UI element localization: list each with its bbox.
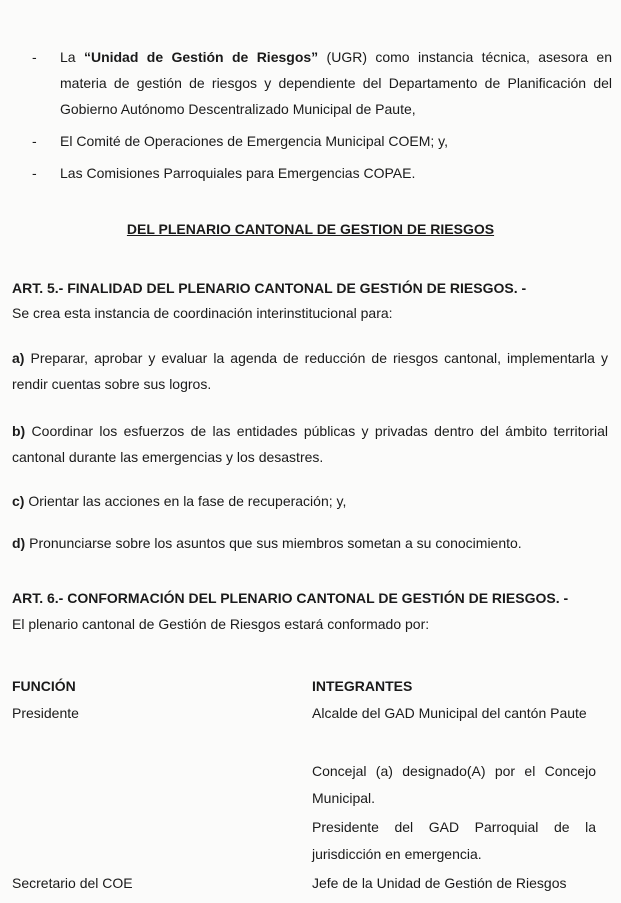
item-text: Preparar, aprobar y evaluar la agenda de reducción de riesgos cantonal, implementarla y rendir cuentas sobre sus logros. xyxy=(12,350,608,392)
item-letter: a) xyxy=(12,350,25,366)
item-letter: d) xyxy=(12,535,26,551)
integrante-concejal: Concejal (a) designado(A) por el Concejo Municipal. xyxy=(312,763,596,806)
item-text: Pronunciarse sobre los asuntos que sus miembros sometan a su conocimiento. xyxy=(25,535,522,551)
funcion-secretario: Secretario del COE xyxy=(12,875,133,891)
bullet-text: (UGR) como instancia técnica, asesora en materia de gestión de riesgos y dependiente del Departamento de Planificación del Gobierno Autónomo Descentralizado Municipal de Paute, xyxy=(60,49,612,117)
bullet-bold-text: “Unidad de Gestión de Riesgos” xyxy=(83,49,319,65)
integrante-jefe-ugr: Jefe de la Unidad de Gestión de Riesgos xyxy=(312,875,567,891)
bullet-item-copae xyxy=(32,160,612,186)
art5-item-a xyxy=(12,345,608,397)
section-title: DEL PLENARIO CANTONAL DE GESTION DE RIESGOS xyxy=(126,221,495,237)
col-head-funcion: FUNCIÓN xyxy=(12,678,76,694)
integrante-presidente-gad: Presidente del GAD Parroquial de la jurisdicción en emergencia. xyxy=(312,819,596,862)
item-letter: c) xyxy=(12,493,25,509)
bullet-text: Las Comisiones Parroquiales para Emergencias COPAE. xyxy=(60,165,416,181)
art6-title: ART. 6.- CONFORMACIÓN DEL PLENARIO CANTONAL DE GESTIÓN DE RIESGOS. - xyxy=(12,590,569,606)
bullet-dash: - xyxy=(32,49,37,65)
art5-item-c xyxy=(12,488,608,514)
art5-item-b xyxy=(12,418,608,470)
bullet-dash: - xyxy=(32,165,37,181)
integrante-alcalde: Alcalde del GAD Municipal del cantón Paute xyxy=(312,705,587,721)
col-head-integrantes: INTEGRANTES xyxy=(312,678,413,694)
art6-intro: El plenario cantonal de Gestión de Riesgos estará conformado por: xyxy=(12,616,430,632)
bullet-dash: - xyxy=(32,133,37,149)
item-text: Coordinar los esfuerzos de las entidades públicas y privadas dentro del ámbito territorial cantonal durante las emergencias y los desastres. xyxy=(12,423,608,465)
funcion-presidente: Presidente xyxy=(12,705,79,721)
bullet-text: La xyxy=(60,49,84,65)
item-text: Orientar las acciones en la fase de recuperación; y, xyxy=(24,493,347,509)
art5-title: ART. 5.- FINALIDAD DEL PLENARIO CANTONAL DE GESTIÓN DE RIESGOS. - xyxy=(12,280,527,296)
art5-item-d xyxy=(12,530,608,556)
bullet-list xyxy=(32,44,612,192)
bullet-text: El Comité de Operaciones de Emergencia Municipal COEM; y, xyxy=(60,133,449,149)
bullet-item-ugr xyxy=(32,44,612,122)
bullet-item-coem xyxy=(32,128,612,154)
art5-intro: Se crea esta instancia de coordinación interinstitucional para: xyxy=(12,305,393,321)
item-letter: b) xyxy=(12,423,26,439)
